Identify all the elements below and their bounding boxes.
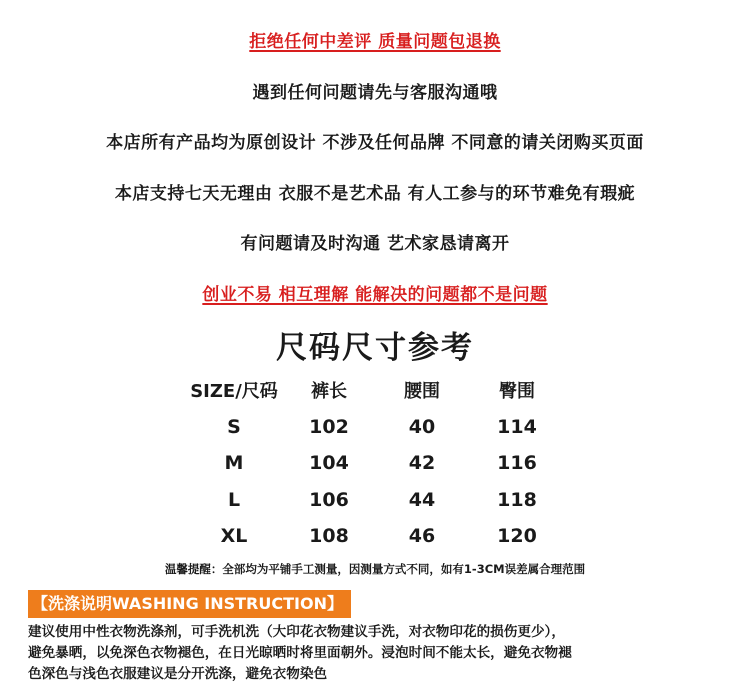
table-row bbox=[180, 445, 560, 482]
cell-hip: 118 bbox=[497, 488, 537, 511]
cell-hip: 120 bbox=[497, 525, 537, 548]
cell-hip: 116 bbox=[497, 452, 537, 475]
header-size: SIZE/尺码 bbox=[190, 381, 278, 403]
cell-pants-length: 104 bbox=[309, 452, 349, 475]
table-row bbox=[180, 482, 560, 519]
notice-contact-service: 遇到任何问题请先与客服沟通哦 bbox=[252, 83, 498, 103]
notice-seven-day-return: 本店支持七天无理由 衣服不是艺术品 有人工参与的环节难免有瑕疵 bbox=[114, 184, 636, 204]
cell-waist: 42 bbox=[408, 452, 436, 475]
notice-communicate: 有问题请及时沟通 艺术家恳请离开 bbox=[240, 234, 510, 254]
washing-line: 建议使用中性衣物洗涤剂，可手洗机洗（大印花衣物建议手洗，对衣物印花的损伤更少）， bbox=[28, 624, 565, 640]
cell-pants-length: 106 bbox=[309, 488, 349, 511]
cell-size: XL bbox=[220, 525, 248, 548]
cell-waist: 44 bbox=[408, 488, 436, 511]
cell-pants-length: 108 bbox=[309, 525, 349, 548]
size-table bbox=[180, 372, 560, 555]
notice-original-design: 本店所有产品均为原创设计 不涉及任何品牌 不同意的请关闭购买页面 bbox=[106, 133, 644, 153]
washing-instruction-text bbox=[28, 622, 738, 685]
washing-line: 色深色与浅色衣服建议是分开洗涤，避免衣物染色 bbox=[28, 666, 328, 682]
size-chart-title: 尺码尺寸参考 bbox=[276, 330, 474, 366]
cell-waist: 46 bbox=[408, 525, 436, 548]
notice-no-bad-reviews: 拒绝任何中差评 质量问题包退换 bbox=[249, 32, 501, 52]
table-row bbox=[180, 409, 560, 446]
cell-size: S bbox=[227, 415, 241, 438]
header-waist: 腰围 bbox=[404, 381, 440, 403]
header-pants-length: 裤长 bbox=[311, 381, 347, 403]
header-hip: 臀围 bbox=[499, 381, 535, 403]
size-table-header-row bbox=[180, 372, 560, 409]
measurement-tip: 温馨提醒：全部均为平铺手工测量，因测量方式不同，如有1-3CM误差属合理范围 bbox=[164, 562, 586, 576]
notice-mutual-understanding: 创业不易 相互理解 能解决的问题都不是问题 bbox=[202, 285, 548, 305]
washing-line: 避免暴晒，以免深色衣物褪色，在日光晾晒时将里面朝外。浸泡时间不能太长，避免衣物褪 bbox=[28, 645, 572, 661]
cell-size: L bbox=[227, 488, 241, 511]
cell-pants-length: 102 bbox=[309, 415, 349, 438]
table-row bbox=[180, 518, 560, 555]
cell-size: M bbox=[224, 452, 244, 475]
cell-waist: 40 bbox=[408, 415, 436, 438]
washing-instruction-badge: 【洗涤说明WASHING INSTRUCTION】 bbox=[28, 590, 351, 618]
cell-hip: 114 bbox=[497, 415, 537, 438]
